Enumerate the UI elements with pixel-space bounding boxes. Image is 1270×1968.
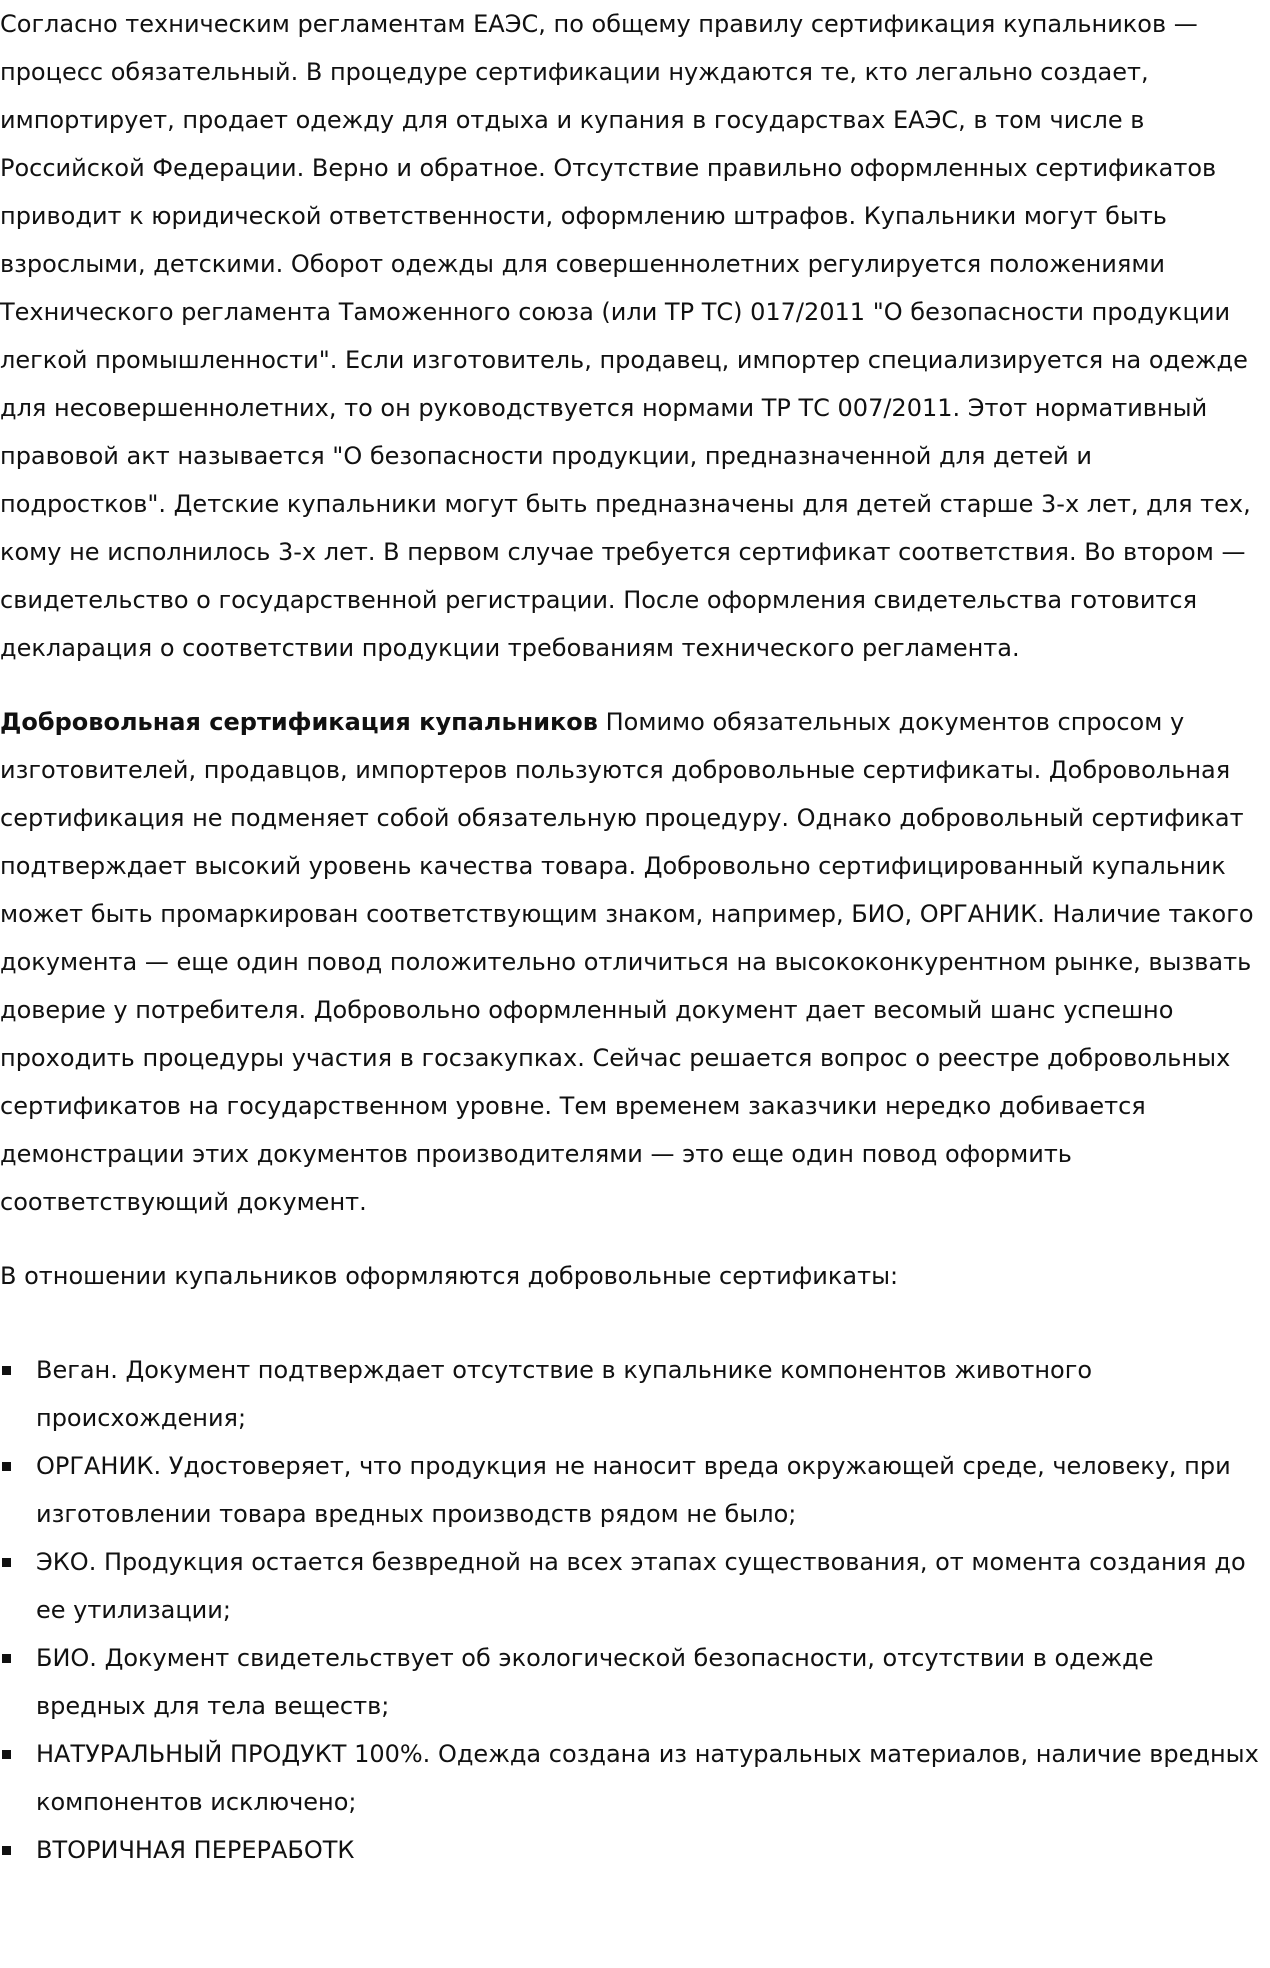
- square-bullet-icon: [2, 1558, 11, 1567]
- list-item-text: ОРГАНИК. Удостоверяет, что продукция не наносит вреда окружающей среде, человеку, при изготовлении товара вредных производств рядом не было;: [36, 1452, 1231, 1528]
- list-item: [0, 1346, 1262, 1442]
- list-item-text: ЭКО. Продукция остается безвредной на всех этапах существования, от момента создания до ее утилизации;: [36, 1548, 1246, 1624]
- list-item-text: НАТУРАЛЬНЫЙ ПРОДУКТ 100%. Одежда создана из натуральных материалов, наличие вредных компонентов исключено;: [36, 1740, 1259, 1816]
- square-bullet-icon: [2, 1750, 11, 1759]
- square-bullet-icon: [2, 1462, 11, 1471]
- list-item: [0, 1538, 1262, 1634]
- list-item-text: ВТОРИЧНАЯ ПЕРЕРАБОТК: [36, 1836, 355, 1864]
- voluntary-certification-paragraph: [0, 698, 1262, 1226]
- square-bullet-icon: [2, 1846, 11, 1855]
- list-item-text: БИО. Документ свидетельствует об экологической безопасности, отсутствии в одежде вредных для тела веществ;: [36, 1644, 1154, 1720]
- list-item: [0, 1442, 1262, 1538]
- voluntary-certification-text: Помимо обязательных документов спросом у изготовителей, продавцов, импортеров пользуются добровольные сертификаты. Добровольная сертификация не подменяет собой обязательную процедуру. Однако добровольный сертификат подтверждает высокий уровень качества товара. Добровольно сертифицированный купальник может быть промаркирован соответствующим знаком, например, БИО, ОРГАНИК. Наличие такого документа — еще один повод положительно отличиться на высококонкурентном рынке, вызвать доверие у потребителя. Добровольно оформленный документ дает весомый шанс успешно проходить процедуры участия в госзакупках. Сейчас решается вопрос о реестре добровольных сертификатов на государственном уровне. Тем временем заказчики нередко добивается демонстрации этих документов производителями — это еще один повод оформить соответствующий документ.: [0, 708, 1254, 1216]
- square-bullet-icon: [2, 1654, 11, 1663]
- list-item: [0, 1730, 1262, 1826]
- intro-paragraph: Согласно техническим регламентам ЕАЭС, по общему правилу сертификация купальников — процесс обязательный. В процедуре сертификации нуждаются те, кто легально создает, импортирует, продает одежду для отдыха и купания в государствах ЕАЭС, в том числе в Российской Федерации. Верно и обратное. Отсутствие правильно оформленных сертификатов приводит к юридической ответственности, оформлению штрафов. Купальники могут быть взрослыми, детскими. Оборот одежды для совершеннолетних регулируется положениями Технического регламента Таможенного союза (или ТР ТС) 017/2011 "О безопасности продукции легкой промышленности". Если изготовитель, продавец, импортер специализируется на одежде для несовершеннолетних, то он руководствуется нормами ТР ТС 007/2011. Этот нормативный правовой акт называется "О безопасности продукции, предназначенной для детей и подростков". Детские купальники могут быть предназначены для детей старше 3-х лет, для тех, кому не исполнилось 3-х лет. В первом случае требуется сертификат соответствия. Во втором — свидетельство о государственной регистрации. После оформления свидетельства готовится декларация о соответствии продукции требованиям технического регламента.: [0, 10, 1251, 662]
- square-bullet-icon: [2, 1366, 11, 1375]
- list-item: [0, 1826, 1262, 1874]
- list-item-text: Веган. Документ подтверждает отсутствие в купальнике компонентов животного происхождения;: [36, 1356, 1093, 1432]
- voluntary-certification-heading: Добровольная сертификация купальников: [0, 708, 598, 736]
- certificates-list-intro: В отношении купальников оформляются добровольные сертификаты:: [0, 1262, 899, 1290]
- voluntary-certificates-list: [0, 1346, 1262, 1874]
- list-item: [0, 1634, 1262, 1730]
